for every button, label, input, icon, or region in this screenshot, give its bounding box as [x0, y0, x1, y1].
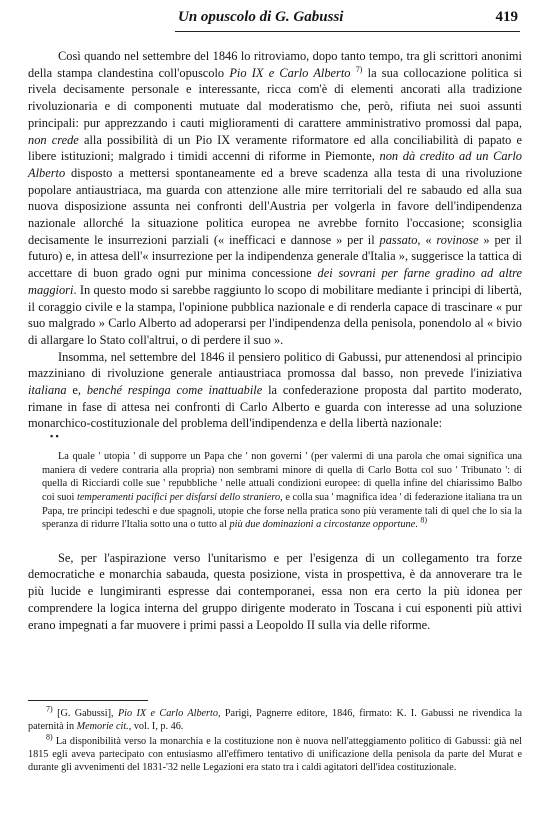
footnote-ref-8: 8) — [420, 515, 428, 525]
quote-marker: ▪ ▪ — [50, 431, 59, 442]
footnotes — [28, 704, 523, 775]
footnote-7: $^{7)}$ [G. Gabussi], Pio IX e Carlo Alberto, Parigi, Pagnerre editore, 1846, firmato: K. I. Gabussi ne rivendica la paternità in Memorie cit., vol. I, p. 46. — [28, 704, 523, 733]
main-text — [28, 48, 522, 633]
block-quote: La quale ' utopia ' di supporre un Papa che ' non governi ' (per valermi di una parola che omai significa una maniera di vedere contraria alla propria) non sembrami minore di quella di Carlo Botta col suo ' Tribunato ': di quella di Ricciardi colle sue ' repubbliche ' nelle attuali condizioni europee: di quella infine del chiarissimo Balbo coi suoi temperamenti pacifici per disfarsi dello straniero, e colla sua ' magnifica idea ' di federazione italiana tra un Papa, tre principi tedeschi e due spagnoli, utopie che forse nella pratica sono più veramente tali di quel che lo sia la speranza di ridurre l'Italia sotto una o tutto al più due dominazioni a circostanze opportune. $^{8)}$ — [42, 451, 522, 531]
paragraph-3: Se, per l'aspirazione verso l'unitarismo e per l'esigenza di un collegamento tra forze democratiche e monarchia sabauda, questa posizione, vista in prospettiva, è da annoverare tra le più lucide e lungimiranti espresse dai contemporanei, essa non era certo la più idonea per comprendere la logica interna del gruppo dirigente moderato in Toscana i cui esponenti più attivi erano impegnati a far muovere i primi passi a Leopoldo II sulla via delle riforme. — [28, 550, 522, 632]
footnote-ref-7: 7) — [355, 64, 363, 74]
paragraph-2: Insomma, nel settembre del 1846 il pensiero politico di Gabussi, pur attenendosi al principio mazziniano di rivoluzione generale antiaustriaca promossa dal basso, non prevede l'iniziativa italiana e, benché respinga come inattuabile la confederazione proposta dal partito moderato, rimane in fase di attesa nei confronti di Carlo Alberto e guarda con interesse ad una soluzione monarchico-costituzionale del problema dell'indipendenza e della libertà nazionale: — [28, 349, 522, 431]
header-rule — [175, 31, 520, 32]
footnote-rule — [28, 700, 148, 701]
paragraph-1: Così quando nel settembre del 1846 lo ritroviamo, dopo tanto tempo, tra gli scrittori anonimi della stampa clandestina coll'opuscolo Pio IX e Carlo Alberto $^{7)}$ la sua collocazione politica si rivela decisamente personale e interessante, ricca com'è di elementi ancorati alla tradizione rivoluzionaria e di componenti mutuate dal moderatismo che, però, rifiuta nei suoi assunti principali: pur apprezzando i cauti miglioramenti di carattere amministrativo promossi dal papa, non crede alla possibilità di un Pio IX veramente riformatore ed alla conciliabilità di papato e libere istituzioni; malgrado i timidi accenni di riforme in Piemonte, non dà credito ad un Carlo Alberto disposto a mettersi spontaneamente ed a breve scadenza alla testa di una rivoluzione popolare antiaustriaca, ma guarda con attenzione alle mire territoriali del re sabaudo ed alla sua nuova disposizione assunta nei confronti dell'Austria per volgerla in favore dell'indipendenza nazionale allorché la situazione politica europea ne avrebbe fornito l'occasione; sconsiglia decisamente le insurrezioni parziali (« inefficaci e dannose » per il passato, « rovinose » per il futuro) e, in attesa dell'« insurrezione per la indipendenza generale d'Italia », suggerisce la tattica di accettare di buon grado ogni pur minima concessione dei sovrani per farne gradino ad altre maggiori. In questo modo si sarebbe raggiunto lo scopo di mobilitare mediante i principi di libertà, il coraggio civile e la stampa, l'opinione pubblica nazionale e di renderla capace di trascinare « pur suo malgrado » Carlo Alberto ad adoperarsi per l'indipendenza della penisola, ponendolo al « bivio di allargare lo Stato coll'altrui, o di perdere il suo ». — [28, 49, 523, 347]
footnote-8: $^{8)}$ La disponibilità verso la monarchia e la costituzione non è nuova nell'atteggiamento politico di Gabussi: già nel 1815 egli aveva partecipato con entusiasmo all'effimero tentativo di unificazione della penisola da parte del Murat e durante gli avvenimenti del 1831-'32 nelle Legazioni era stato tra i caldi agitatori dell'idea costituzionale. — [28, 732, 523, 774]
running-title: Un opuscolo di G. Gabussi — [178, 9, 344, 25]
page-header — [178, 9, 518, 31]
page-number: 419 — [495, 9, 518, 25]
